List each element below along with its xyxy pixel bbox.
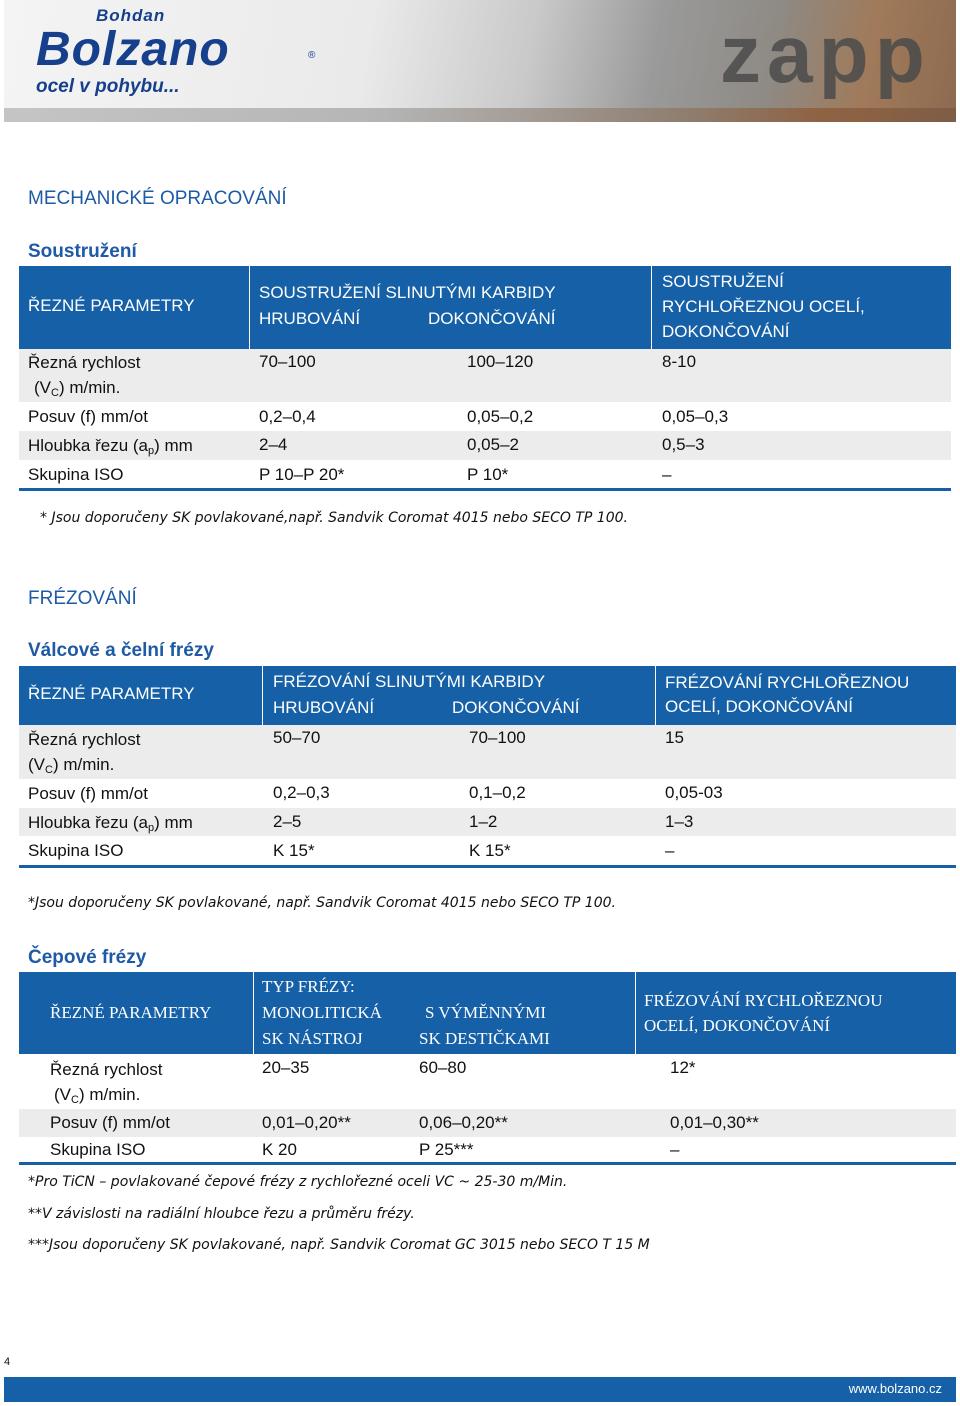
table-row bbox=[19, 779, 956, 808]
row-label: Řezná rychlost bbox=[28, 730, 141, 749]
cell-hss: 1–3 bbox=[665, 812, 694, 831]
website-link[interactable]: www.bolzano.cz bbox=[848, 1381, 942, 1396]
row-label-unit: $(V_C)$ m/min. bbox=[28, 755, 115, 776]
row-label: Řezná rychlost bbox=[50, 1060, 163, 1079]
cell-finishing: K 15* bbox=[469, 841, 511, 860]
row-label: Hloubka řezu $(a_p)$ mm bbox=[28, 813, 193, 834]
footnote: *Pro TiCN – povlakované čepové frézy z rychlořezné oceli VC ~ 25-30 m/Min. bbox=[28, 1174, 568, 1190]
table-row bbox=[19, 725, 956, 779]
header-hss-line2: OCELÍ, DOKONČOVÁNÍ bbox=[665, 697, 853, 716]
footnote: *Jsou doporučeny SK povlakované, např. Sandvik Coromat 4015 nebo SECO TP 100. bbox=[28, 895, 616, 911]
row-label: Posuv (f) mm/ot bbox=[28, 784, 148, 803]
cell-monolithic: K 20 bbox=[262, 1140, 297, 1159]
header-cutting-params: ŘEZNÉ PARAMETRY bbox=[28, 684, 195, 703]
header-monolithic: MONOLITICKÁ bbox=[262, 1003, 382, 1022]
cell-inserts: 60–80 bbox=[419, 1058, 467, 1077]
table-row bbox=[19, 1054, 956, 1109]
registered-mark: ® bbox=[308, 50, 316, 61]
table-bottom-rule bbox=[19, 1162, 956, 1165]
table-bottom-rule bbox=[19, 865, 956, 868]
cylindrical-mill-table bbox=[19, 666, 956, 869]
table-row bbox=[19, 349, 951, 402]
table-header bbox=[19, 666, 956, 725]
cell-finishing: 0,05–0,2 bbox=[467, 407, 534, 426]
header-hss-line1: SOUSTRUŽENÍ bbox=[662, 272, 784, 291]
subsection-title-cylindrical: Válcové a čelní frézy bbox=[28, 640, 214, 661]
header-hss-line2: RYCHLOŘEZNOU OCELÍ, bbox=[662, 297, 865, 316]
row-label: Řezná rychlost bbox=[28, 353, 141, 372]
cell-roughing: 0,2–0,4 bbox=[259, 407, 316, 426]
brand-tagline: ocel v pohybu... bbox=[36, 76, 180, 97]
cell-hss: 8-10 bbox=[662, 352, 697, 371]
table-row bbox=[19, 402, 951, 431]
header-hss-line2: OCELÍ, DOKONČOVÁNÍ bbox=[644, 1016, 831, 1035]
cell-inserts: P 25*** bbox=[419, 1140, 474, 1159]
cell-roughing: 50–70 bbox=[273, 728, 321, 747]
row-label: Hloubka řezu $(a_p)$ mm bbox=[28, 436, 193, 457]
header-sk-tool: SK NÁSTROJ bbox=[262, 1029, 363, 1048]
header-type-line1: TYP FRÉZY: bbox=[262, 977, 355, 996]
cell-roughing: P 10–P 20* bbox=[259, 465, 345, 484]
cell-monolithic: 20–35 bbox=[262, 1058, 310, 1077]
row-label-unit: $(V_C)$ m/min. bbox=[54, 1085, 141, 1106]
table-row bbox=[19, 1109, 956, 1137]
header-roughing: HRUBOVÁNÍ bbox=[259, 309, 361, 328]
header-insert-line2: SK DESTIČKAMI bbox=[419, 1029, 550, 1048]
header-roughing: HRUBOVÁNÍ bbox=[273, 698, 375, 717]
header-insert-line1: S VÝMĚNNÝMI bbox=[425, 1003, 547, 1022]
turning-table bbox=[19, 266, 951, 491]
header-carbide: SOUSTRUŽENÍ SLINUTÝMI KARBIDY bbox=[259, 283, 556, 302]
header-cutting-params: ŘEZNÉ PARAMETRY bbox=[28, 296, 195, 315]
cell-hss: – bbox=[670, 1140, 680, 1159]
header-carbide: FRÉZOVÁNÍ SLINUTÝMI KARBIDY bbox=[273, 672, 546, 691]
cell-hss: 0,05-03 bbox=[665, 783, 723, 802]
section-title-mechanical: MECHANICKÉ OPRACOVÁNÍ bbox=[28, 188, 287, 209]
table-row bbox=[19, 836, 956, 865]
cell-finishing: 0,05–2 bbox=[467, 435, 519, 454]
cell-hss: – bbox=[665, 841, 675, 860]
footnote: * Jsou doporučeny SK povlakované,např. Sandvik Coromat 4015 nebo SECO TP 100. bbox=[40, 510, 628, 526]
cell-finishing: 0,1–0,2 bbox=[469, 783, 526, 802]
section-title-milling: FRÉZOVÁNÍ bbox=[28, 588, 137, 609]
row-label: Skupina ISO bbox=[28, 465, 124, 484]
row-label-unit: $(V_C)$ m/min. bbox=[34, 378, 121, 399]
table-bottom-rule bbox=[19, 488, 951, 491]
table-header bbox=[19, 972, 956, 1054]
table-row bbox=[19, 1137, 956, 1162]
table-row bbox=[19, 460, 951, 488]
row-label: Posuv (f) mm/ot bbox=[28, 407, 148, 426]
cell-monolithic: 0,01–0,20** bbox=[262, 1113, 351, 1132]
cell-finishing: 70–100 bbox=[469, 728, 526, 747]
cell-roughing: 0,2–0,3 bbox=[273, 783, 330, 802]
header-finishing: DOKONČOVÁNÍ bbox=[452, 698, 580, 717]
cell-roughing: K 15* bbox=[273, 841, 315, 860]
brand-sub-logo: Bohdan bbox=[96, 6, 166, 25]
cell-inserts: 0,06–0,20** bbox=[419, 1113, 508, 1132]
table-header bbox=[19, 266, 951, 349]
header-hss-line1: FRÉZOVÁNÍ RYCHLOŘEZNOU bbox=[644, 991, 883, 1010]
footnote: **V závislosti na radiální hloubce řezu a průměru frézy. bbox=[28, 1206, 415, 1222]
row-label: Posuv (f) mm/ot bbox=[50, 1113, 170, 1132]
cell-roughing: 2–5 bbox=[273, 812, 302, 831]
table-row bbox=[19, 808, 956, 836]
cell-roughing: 70–100 bbox=[259, 352, 316, 371]
cell-hss: 0,01–0,30** bbox=[670, 1113, 759, 1132]
cell-hss: – bbox=[662, 465, 672, 484]
cell-hss: 0,05–0,3 bbox=[662, 407, 729, 426]
page-number: 4 bbox=[4, 1356, 11, 1368]
header-cutting-params: ŘEZNÉ PARAMETRY bbox=[50, 1003, 212, 1022]
partner-logo: zapp bbox=[720, 9, 931, 100]
header-finishing: DOKONČOVÁNÍ bbox=[428, 309, 556, 328]
cell-finishing: 100–120 bbox=[467, 352, 534, 371]
header-hss-line1: FRÉZOVÁNÍ RYCHLOŘEZNOU bbox=[665, 673, 910, 692]
banner-texture bbox=[4, 108, 956, 122]
cell-hss: 15 bbox=[665, 728, 684, 747]
cell-roughing: 2–4 bbox=[259, 435, 288, 454]
cell-hss: 12* bbox=[670, 1058, 696, 1077]
cell-finishing: P 10* bbox=[467, 465, 509, 484]
subsection-title-turning: Soustružení bbox=[28, 241, 137, 262]
cell-finishing: 1–2 bbox=[469, 812, 498, 831]
header-hss-line3: DOKONČOVÁNÍ bbox=[662, 322, 790, 341]
table-row bbox=[19, 431, 951, 460]
cell-hss: 0,5–3 bbox=[662, 435, 705, 454]
footnote: ***Jsou doporučeny SK povlakované, např. Sandvik Coromat GC 3015 nebo SECO T 15 M bbox=[28, 1237, 650, 1253]
row-label: Skupina ISO bbox=[28, 841, 124, 860]
footer-bar bbox=[4, 1377, 956, 1402]
subsection-title-endmills: Čepové frézy bbox=[28, 947, 147, 968]
row-label: Skupina ISO bbox=[50, 1140, 146, 1159]
brand-logo: Bolzano bbox=[36, 23, 230, 76]
end-mill-table bbox=[19, 972, 956, 1162]
